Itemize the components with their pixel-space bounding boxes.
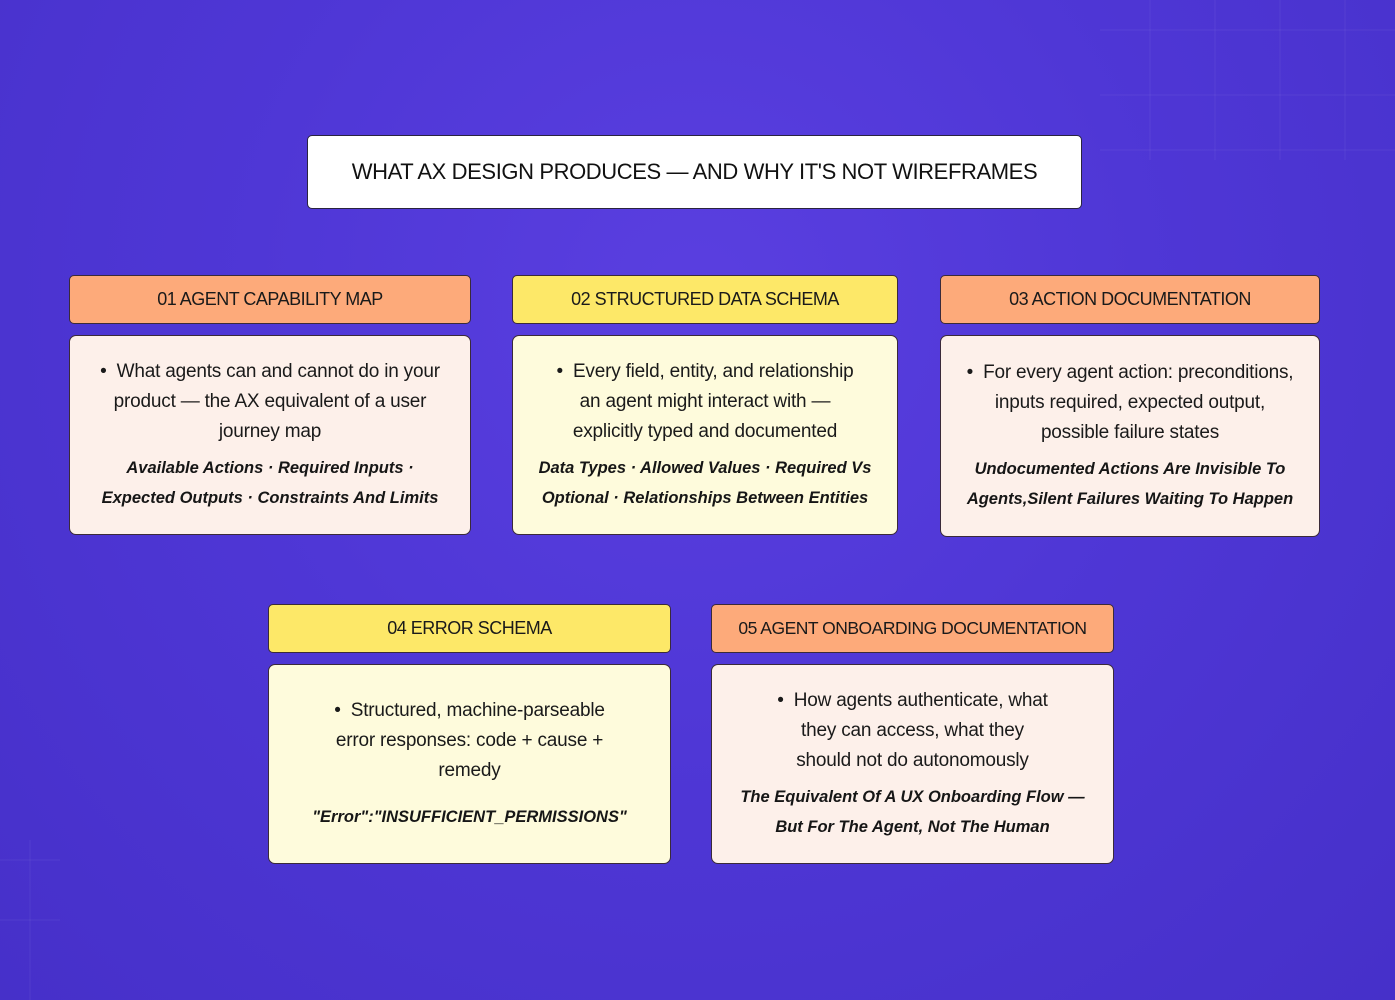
- bullet-line: [334, 696, 604, 726]
- note-line: Optional · Relationships Between Entities: [541, 489, 869, 507]
- card-bullet: [100, 357, 440, 447]
- card-bullet: [777, 686, 1047, 776]
- card-body-agent-capability-map: [69, 335, 471, 535]
- note-line: But For The Agent, Not The Human: [775, 818, 1050, 836]
- diagram-title: WHAT AX DESIGN PRODUCES — AND WHY IT'S NOT WIREFRAMES: [307, 135, 1082, 209]
- bullet-line-text: Every field, entity, and relationship: [572, 361, 854, 382]
- note-line: The Equivalent Of A UX Onboarding Flow —: [740, 788, 1085, 806]
- card-body-action-documentation: [940, 335, 1320, 537]
- card-bullet: [556, 357, 853, 447]
- card-note: [102, 453, 439, 513]
- bullet-dot: •: [966, 362, 974, 383]
- card-note: [539, 453, 872, 513]
- card-bullet: [967, 358, 1294, 448]
- bullet-dot: •: [334, 700, 341, 721]
- note-line: Agents,Silent Failures Waiting To Happen: [966, 490, 1294, 508]
- bullet-dot: •: [777, 690, 784, 711]
- card-header-agent-onboarding-documentation: 05 AGENT ONBOARDING DOCUMENTATION: [711, 604, 1114, 653]
- card-bullet: [334, 696, 604, 786]
- bullet-dot: •: [556, 361, 563, 382]
- bullet-line: possible failure states: [1040, 422, 1220, 443]
- bullet-line: inputs required, expected output,: [994, 392, 1266, 413]
- card-note: [312, 802, 627, 832]
- bullet-line: journey map: [218, 421, 322, 442]
- bullet-line: [777, 686, 1047, 716]
- card-body-agent-onboarding-documentation: [711, 664, 1114, 864]
- card-note: [967, 454, 1293, 514]
- card-body-structured-data-schema: [512, 335, 898, 535]
- bullet-line-text: For every agent action: preconditions,: [983, 362, 1294, 383]
- note-line: Undocumented Actions Are Invisible To: [974, 460, 1286, 478]
- bullet-line-text: What agents can and cannot do in your: [116, 361, 440, 382]
- bullet-line-text: How agents authenticate, what: [793, 690, 1048, 711]
- bullet-line: an agent might interact with —: [579, 391, 831, 412]
- bullet-line-text: Structured, machine-parseable: [350, 700, 605, 721]
- bullet-line: error responses: code + cause +: [335, 730, 604, 751]
- note-line: Expected Outputs · Constraints And Limits: [101, 489, 439, 507]
- card-body-error-schema: [268, 664, 671, 864]
- card-header-error-schema: 04 ERROR SCHEMA: [268, 604, 671, 653]
- card-header-agent-capability-map: 01 AGENT CAPABILITY MAP: [69, 275, 471, 324]
- bullet-line: [967, 358, 1294, 388]
- note-line: Available Actions · Required Inputs ·: [126, 459, 414, 477]
- bullet-line: they can access, what they: [801, 720, 1024, 741]
- bullet-line: remedy: [438, 760, 501, 781]
- note-line: Data Types · Allowed Values · Required Vs: [538, 459, 872, 477]
- bullet-line: product — the AX equivalent of a user: [113, 391, 427, 412]
- card-note: [740, 782, 1084, 842]
- bullet-line: [100, 357, 440, 387]
- card-header-structured-data-schema: 02 STRUCTURED DATA SCHEMA: [512, 275, 898, 324]
- bullet-line: explicitly typed and documented: [572, 421, 838, 442]
- note-line: "Error":"INSUFFICIENT_PERMISSIONS": [312, 808, 627, 826]
- bullet-line: should not do autonomously: [796, 750, 1029, 771]
- bullet-dot: •: [100, 361, 107, 382]
- bullet-line: [556, 357, 853, 387]
- card-header-action-documentation: 03 ACTION DOCUMENTATION: [940, 275, 1320, 324]
